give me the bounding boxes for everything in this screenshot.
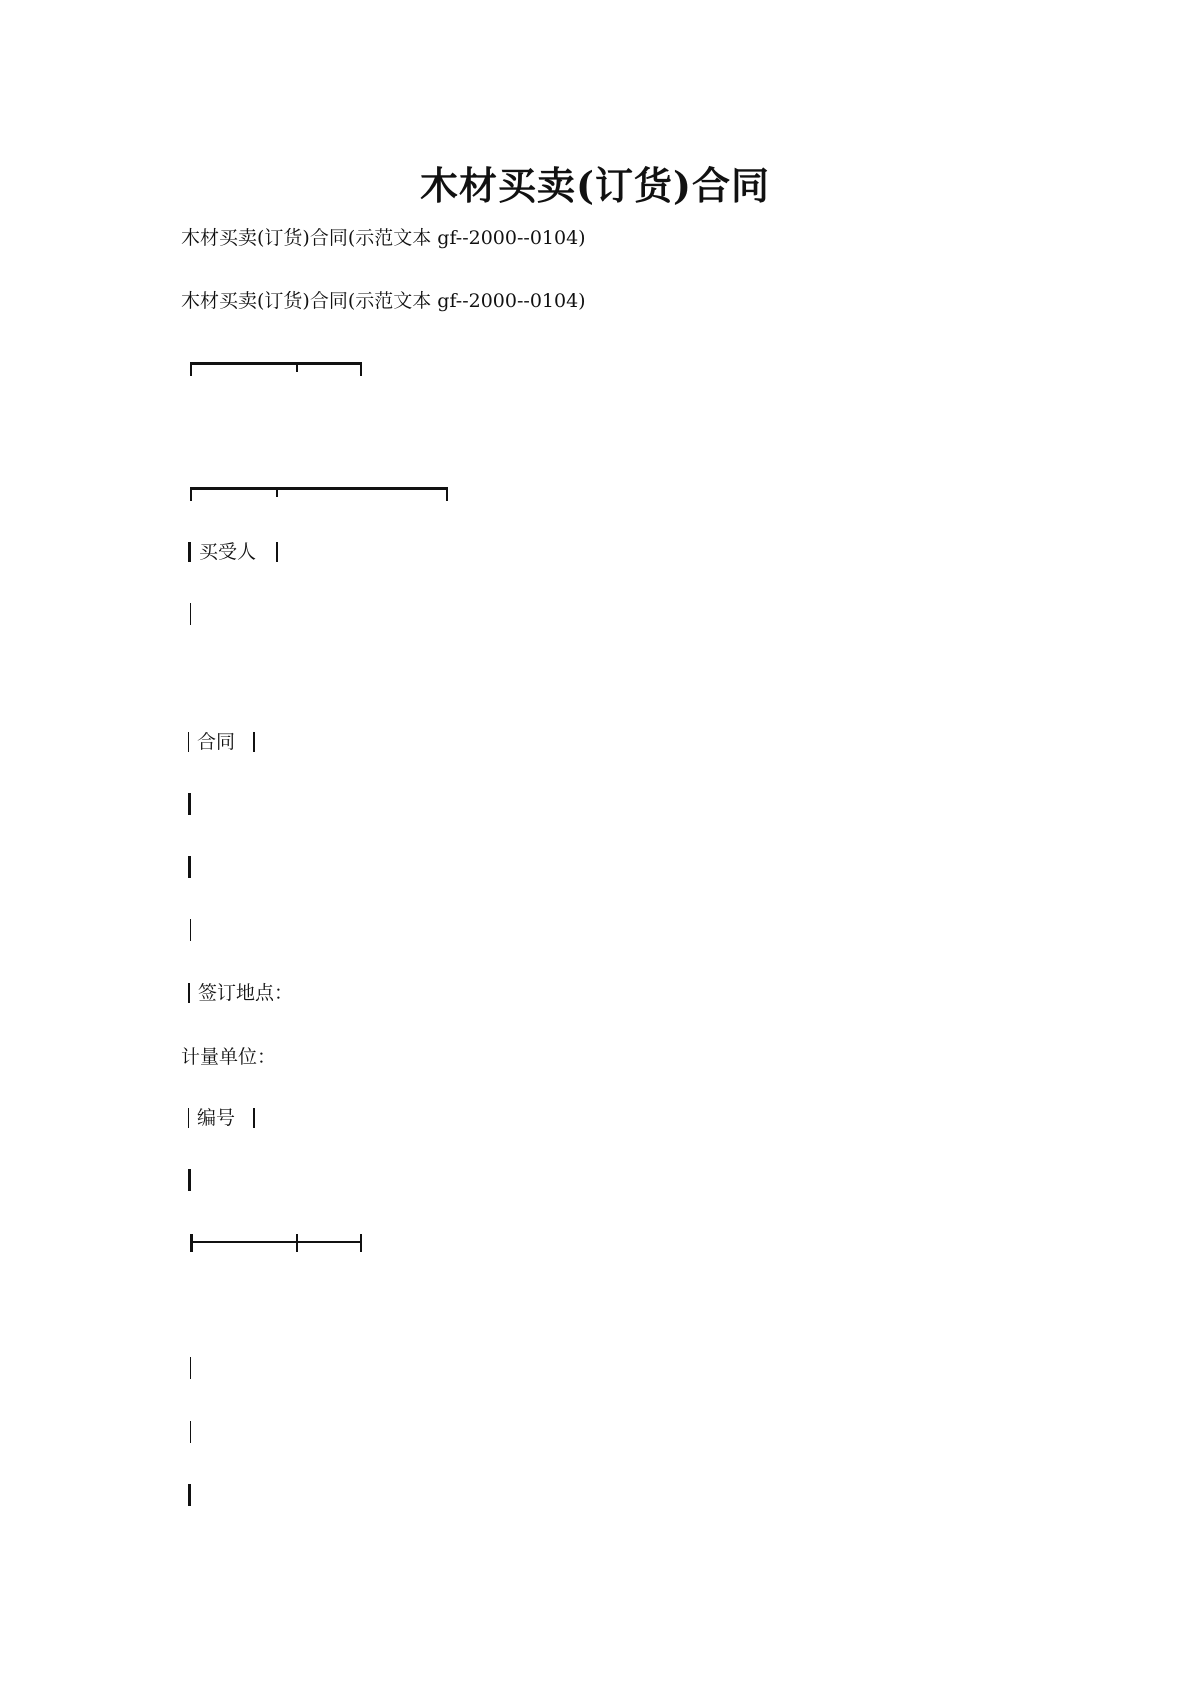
number-row	[188, 1105, 255, 1131]
table-middle-rule	[190, 1234, 362, 1250]
table-border-line	[188, 1169, 191, 1191]
cell-border	[188, 542, 191, 562]
contract-label: 合同	[197, 731, 236, 753]
table-border-line	[190, 1357, 191, 1379]
document-subtitle-2: 木材买卖(订货)合同(示范文本 gf--2000--0104)	[181, 290, 586, 312]
table-border-line	[190, 919, 191, 941]
cell-border	[253, 1108, 255, 1128]
document-title: 木材买卖(订货)合同	[420, 163, 770, 208]
table-border-line	[188, 1484, 191, 1506]
sign-place-label: 签订地点：	[198, 982, 294, 1004]
table-border-line	[190, 1421, 191, 1443]
cell-border	[253, 732, 255, 752]
table-top-rule	[190, 362, 362, 378]
sign-place-row	[188, 980, 293, 1006]
unit-label: 计量单位：	[181, 1046, 277, 1068]
table-header-rule	[190, 487, 448, 503]
cell-border	[188, 732, 189, 752]
cell-border	[188, 983, 190, 1003]
buyer-label: 买受人	[199, 541, 257, 563]
document-subtitle-1: 木材买卖(订货)合同(示范文本 gf--2000--0104)	[181, 227, 586, 249]
table-border-line	[190, 603, 191, 625]
table-border-line	[188, 793, 191, 815]
cell-border	[188, 1108, 189, 1128]
cell-border	[276, 542, 278, 562]
buyer-row	[188, 539, 278, 565]
contract-row	[188, 729, 255, 755]
number-label: 编号	[197, 1107, 236, 1129]
table-border-line	[188, 856, 191, 878]
